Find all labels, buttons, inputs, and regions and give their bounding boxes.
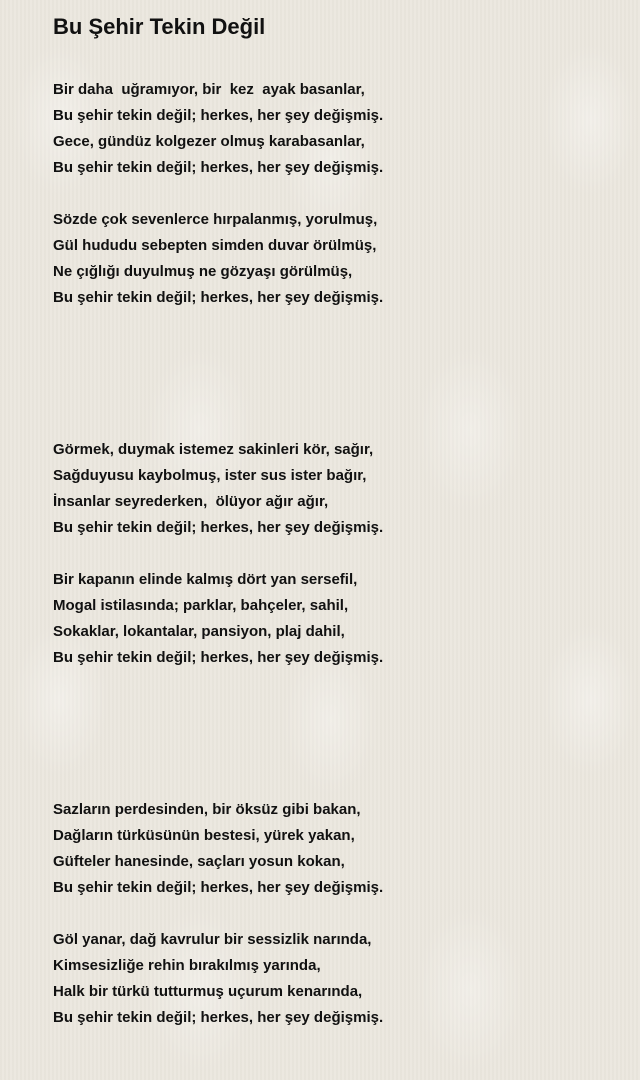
stanza-4 [53,567,383,671]
poem-line: Gül hududu sebepten simden duvar örülmüş, [53,237,377,254]
poem-line: Sağduyusu kaybolmuş, ister sus ister bağır, [53,467,367,484]
poem-line: Mogal istilasında; parklar, bahçeler, sahil, [53,597,349,614]
poem-line: Göl yanar, dağ kavrulur bir sessizlik narında, [53,931,372,948]
poem-line: Güfteler hanesinde, saçları yosun kokan, [53,853,345,870]
poem-line: Ne çığlığı duyulmuş ne gözyaşı görülmüş, [53,263,353,280]
poem-line: Sazların perdesinden, bir öksüz gibi bakan, [53,801,361,818]
poem-line-refrain: Bu şehir tekin değil; herkes, her şey değişmiş. [53,289,384,306]
poem-line: Halk bir türkü tutturmuş uçurum kenarında, [53,983,363,1000]
poem-line-refrain: Bu şehir tekin değil; herkes, her şey değişmiş. [53,159,384,176]
stanza-3 [53,437,383,541]
poem-line: Dağların türküsünün bestesi, yürek yakan, [53,827,355,844]
stanza-6 [53,927,383,1031]
poem-line: Bir daha uğramıyor, bir kez ayak basanlar, [53,81,365,98]
poem-line-refrain: Bu şehir tekin değil; herkes, her şey değişmiş. [53,107,384,124]
stanza-1 [53,77,383,181]
poem-line: İnsanlar seyrederken, ölüyor ağır ağır, [53,493,329,510]
stanza-5 [53,797,383,901]
stanza-2 [53,207,383,311]
poem-line: Görmek, duymak istemez sakinleri kör, sağır, [53,441,374,458]
poem-line: Bir kapanın elinde kalmış dört yan sersefil, [53,571,358,588]
poem-line: Gece, gündüz kolgezer olmuş karabasanlar, [53,133,365,150]
poem-line-refrain: Bu şehir tekin değil; herkes, her şey değişmiş. [53,519,384,536]
poem-line-refrain: Bu şehir tekin değil; herkes, her şey değişmiş. [53,1009,384,1026]
poem-line: Sözde çok sevenlerce hırpalanmış, yorulmuş, [53,211,378,228]
poem-line-refrain: Bu şehir tekin değil; herkes, her şey değişmiş. [53,879,384,896]
poem-line-refrain: Bu şehir tekin değil; herkes, her şey değişmiş. [53,649,384,666]
poem-line: Kimsesizliğe rehin bırakılmış yarında, [53,957,321,974]
poem-title: Bu Şehir Tekin Değil [53,14,266,39]
poem-line: Sokaklar, lokantalar, pansiyon, plaj dahil, [53,623,345,640]
